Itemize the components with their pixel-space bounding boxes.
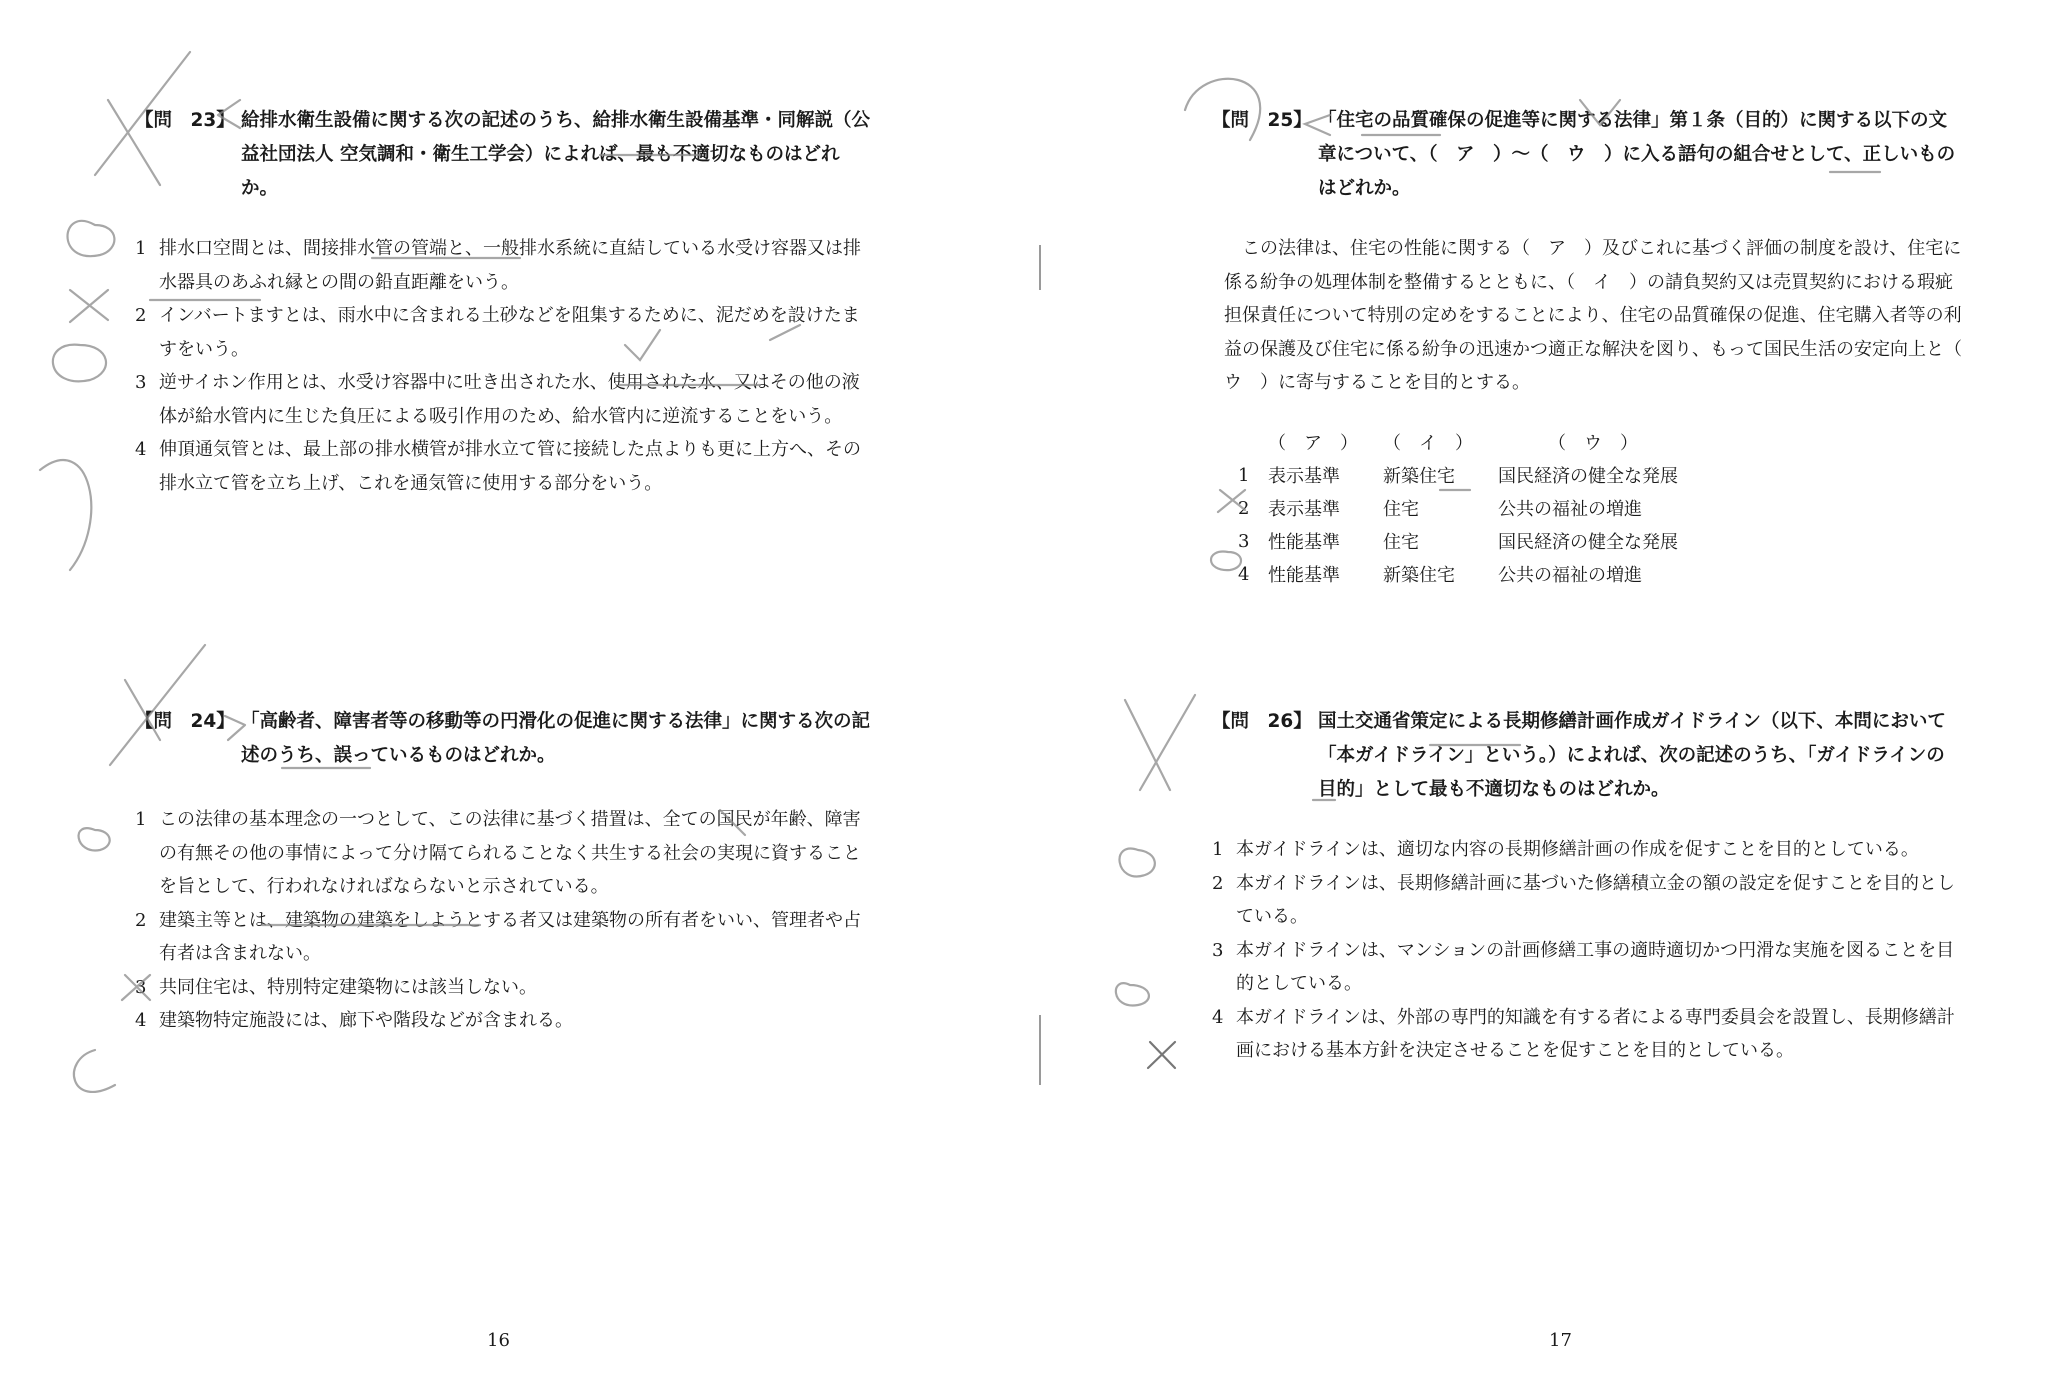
- choice-text: 排水口空間とは、間接排水管の管端と、一般排水系統に直結している水受け容器又は排水器具のあふれ縁との間の鉛直距離をいう。: [159, 238, 861, 293]
- option-row-2: [1238, 492, 1768, 525]
- header-a: （ ア ）: [1268, 433, 1358, 454]
- question-24: [135, 705, 875, 1038]
- choice-text: 本ガイドラインは、適切な内容の長期修繕計画の作成を促すことを目的としている。: [1236, 839, 1919, 860]
- question-stem: [135, 705, 875, 773]
- choice-number: 1: [135, 238, 147, 259]
- question-26: [1212, 705, 1962, 1068]
- choice-text: この法律の基本理念の一つとして、この法律に基づく措置は、全ての国民が年齢、障害の有無その他の事情によって分け隔てられることなく共生する社会の実現に資することを旨として、行われなければならないと示されている。: [159, 809, 861, 897]
- choice-text: 建築物特定施設には、廊下や階段などが含まれる。: [159, 1010, 573, 1031]
- gutter-mark: [1039, 1015, 1041, 1085]
- choice-3: [1212, 934, 1962, 1001]
- choice-3: [135, 971, 875, 1005]
- question-label: 【問 25】: [1212, 110, 1312, 131]
- option-c: 公共の福祉の増進: [1498, 499, 1642, 520]
- option-a: 性能基準: [1268, 565, 1340, 586]
- header-b: （ イ ）: [1383, 433, 1473, 454]
- page-number: 16: [487, 1330, 510, 1351]
- choice-text: 本ガイドラインは、外部の専門的知識を有する者による専門委員会を設置し、長期修繕計画における基本方針を決定させることを促すことを目的としている。: [1236, 1006, 1955, 1061]
- choice-number: 3: [135, 976, 147, 998]
- question-stem: [1212, 104, 1962, 206]
- option-a: 表示基準: [1268, 466, 1340, 487]
- choice-4: [135, 1004, 875, 1038]
- choice-2: [1212, 867, 1962, 934]
- question-label: 【問 26】: [1212, 711, 1312, 732]
- choice-text: 本ガイドラインは、マンションの計画修繕工事の適時適切かつ円滑な実施を図ることを目的としている。: [1236, 939, 1955, 994]
- options-table: [1238, 426, 1768, 591]
- option-row-3: [1238, 525, 1768, 558]
- option-b: 住宅: [1383, 532, 1419, 553]
- option-a: 性能基準: [1268, 532, 1340, 553]
- choice-number: 2: [135, 305, 147, 326]
- choice-number: 1: [135, 809, 147, 830]
- choice-2: [135, 299, 875, 366]
- options-header-row: [1238, 426, 1768, 459]
- choice-number: 4: [135, 439, 147, 460]
- option-number: 4: [1238, 563, 1250, 585]
- choice-number: 3: [1212, 939, 1224, 961]
- option-number: 1: [1238, 464, 1250, 486]
- choice-text: 共同住宅は、特別特定建築物には該当しない。: [159, 976, 537, 998]
- choice-2: [135, 904, 875, 971]
- choice-1: [135, 803, 875, 904]
- option-b: 新築住宅: [1383, 466, 1455, 487]
- choice-4: [135, 433, 875, 500]
- choice-text: 逆サイホン作用とは、水受け容器中に吐き出された水、使用された水、又はその他の液体が給水管内に生じた負圧による吸引作用のため、給水管内に逆流することをいう。: [159, 372, 860, 427]
- choice-1: [1212, 833, 1962, 867]
- question-stem-text: 給排水衛生設備に関する次の記述のうち、給排水衛生設備基準・同解説（公益社団法人 空気調和・衛生工学会）によれば、最も不適切なものはどれか。: [241, 110, 871, 199]
- option-row-4: [1238, 558, 1768, 591]
- option-number: 3: [1238, 530, 1250, 552]
- passage: この法律は、住宅の性能に関する（ ア ）及びこれに基づく評価の制度を設け、住宅に係る紛争の処理体制を整備するとともに、（ イ ）の請負契約又は売買契約における瑕疵担保責任について特別の定めをすることにより、住宅の品質確保の促進、住宅購入者等の利益の保護及び住宅に係る紛争の迅速かつ適正な解決を図り、もって国民生活の安定向上と（ ウ ）に寄与することを目的とする。: [1224, 238, 1980, 393]
- choice-number: 2: [1212, 872, 1224, 894]
- option-row-1: [1238, 459, 1768, 492]
- question-label: 【問 23】: [135, 110, 235, 131]
- choice-text: 建築主等とは、建築物の建築をしようとする者又は建築物の所有者をいい、管理者や占有者は含まれない。: [159, 909, 861, 964]
- question-stem-text: 「高齢者、障害者等の移動等の円滑化の促進に関する法律」に関する次の記述のうち、誤っているものはどれか。: [241, 711, 871, 766]
- choice-number: 4: [1212, 1006, 1224, 1028]
- question-stem-text: 「住宅の品質確保の促進等に関する法律」第１条（目的）に関する以下の文章について、（ ア ）～（ ウ ）に入る語句の組合せとして、正しいものはどれか。: [1318, 110, 1956, 199]
- option-c: 公共の福祉の増進: [1498, 565, 1642, 586]
- choice-number: 1: [1212, 839, 1224, 860]
- option-b: 住宅: [1383, 499, 1419, 520]
- option-a: 表示基準: [1268, 499, 1340, 520]
- question-stem: [135, 104, 875, 206]
- choice-number: 4: [135, 1010, 147, 1031]
- choice-text: 本ガイドラインは、長期修繕計画に基づいた修繕積立金の額の設定を促すことを目的としている。: [1236, 872, 1955, 927]
- page-number: 17: [1549, 1330, 1572, 1351]
- option-c: 国民経済の健全な発展: [1498, 532, 1678, 553]
- header-c: （ ウ ）: [1548, 433, 1638, 454]
- choice-number: 2: [135, 909, 147, 931]
- choice-number: 3: [135, 372, 147, 393]
- option-b: 新築住宅: [1383, 565, 1455, 586]
- question-stem: [1212, 705, 1962, 807]
- choice-text: 伸頂通気管とは、最上部の排水横管が排水立て管に接続した点よりも更に上方へ、その排水立て管を立ち上げ、これを通気管に使用する部分をいう。: [159, 439, 861, 494]
- question-label: 【問 24】: [135, 711, 235, 732]
- question-23: [135, 104, 875, 500]
- question-25: [1212, 104, 1980, 591]
- choice-text: インバートますとは、雨水中に含まれる土砂などを阻集するために、泥だめを設けたますをいう。: [159, 305, 860, 360]
- choice-1: [135, 232, 875, 299]
- question-stem-text: 国土交通省策定による長期修繕計画作成ガイドライン（以下、本問において「本ガイドライン」という。）によれば、次の記述のうち、「ガイドラインの目的」として最も不適切なものはどれか。: [1318, 711, 1946, 800]
- page-17: [1024, 0, 2048, 1395]
- gutter-mark: [1039, 245, 1041, 290]
- option-c: 国民経済の健全な発展: [1498, 466, 1678, 487]
- choice-3: [135, 366, 875, 433]
- option-number: 2: [1238, 497, 1250, 519]
- choice-4: [1212, 1001, 1962, 1068]
